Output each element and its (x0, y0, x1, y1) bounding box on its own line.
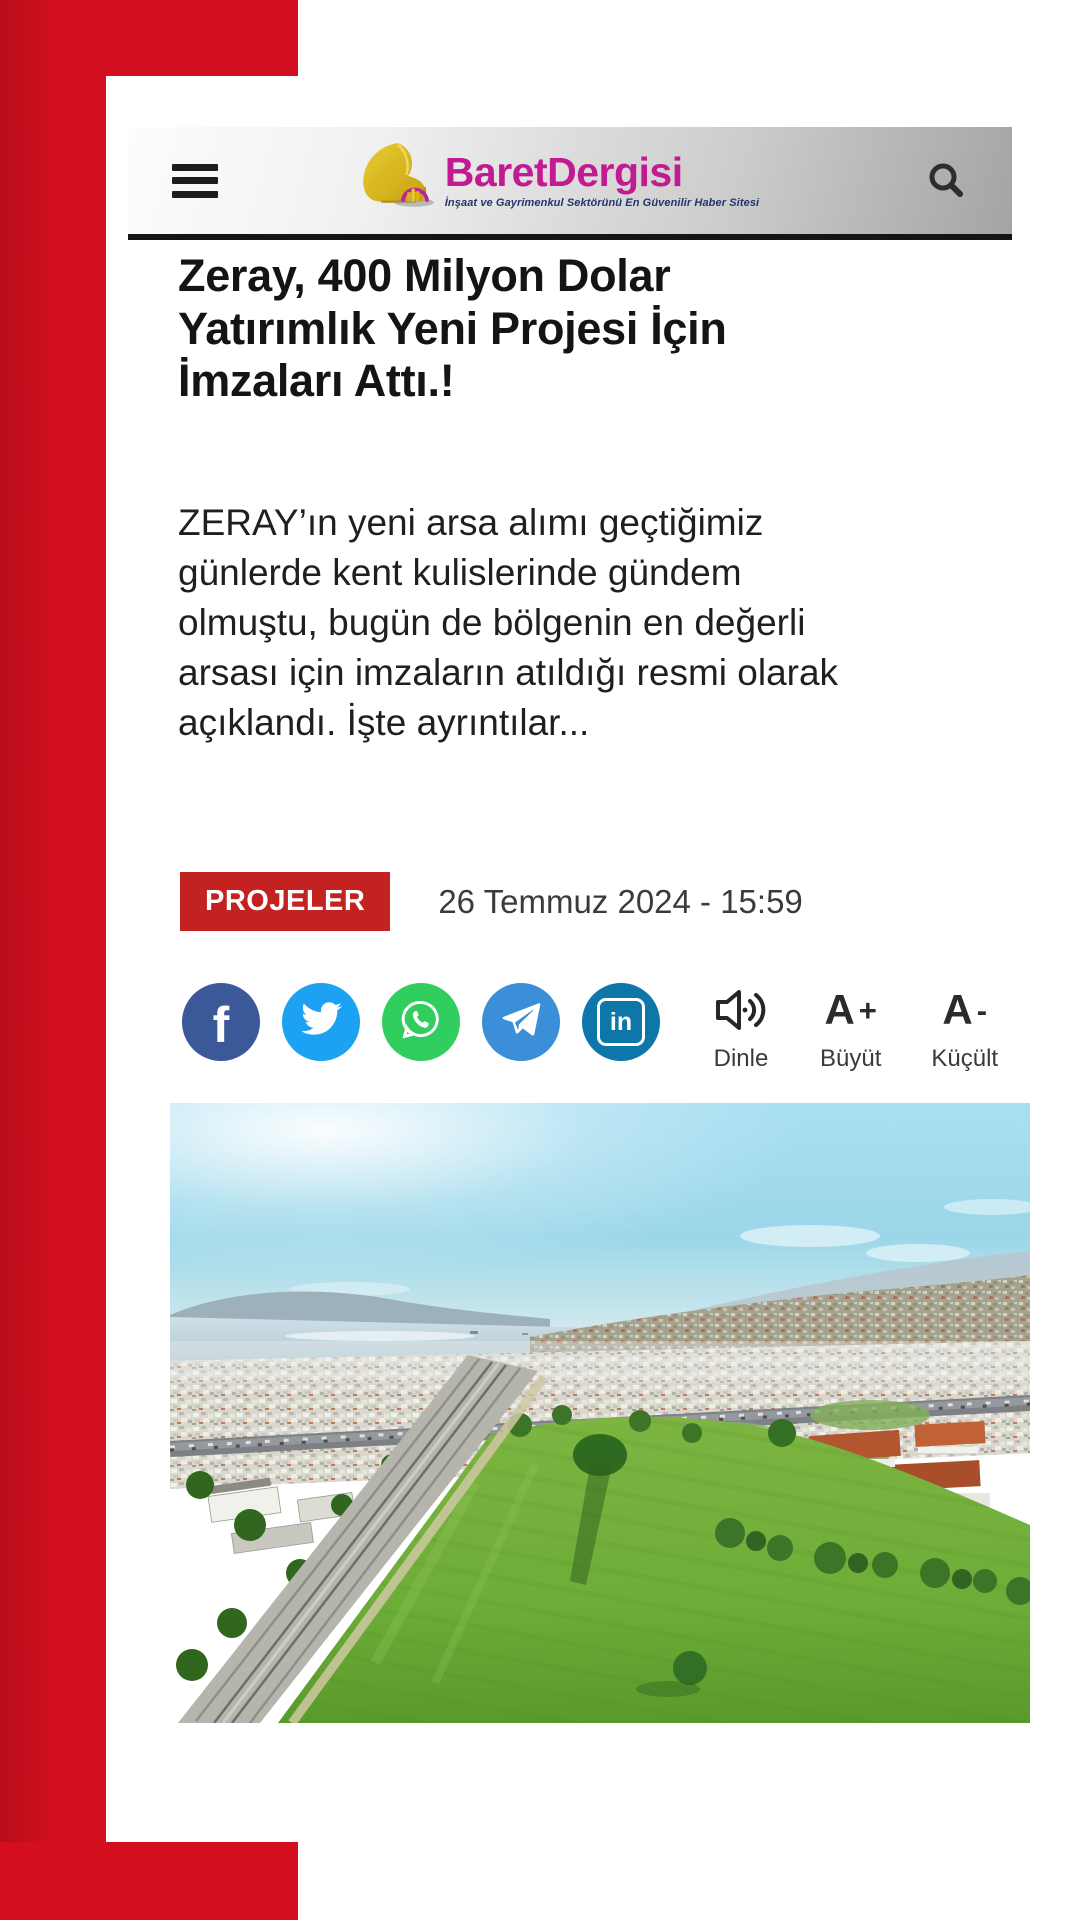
linkedin-icon: in (597, 998, 645, 1046)
hamburger-menu-icon[interactable] (172, 164, 218, 198)
telegram-icon (500, 1001, 542, 1044)
listen-label: Dinle (713, 1045, 769, 1072)
logo-text (444, 149, 760, 209)
twitter-share-button[interactable] (282, 983, 360, 1061)
listen-button[interactable] (712, 983, 770, 1073)
font-decrease-button[interactable] (931, 983, 998, 1073)
article-title: Zeray, 400 Milyon Dolar Yatırımlık Yeni Projesi İçin İmzaları Attı.! (178, 250, 727, 407)
red-frame-bottom (0, 1842, 298, 1920)
brand-tagline: İnşaat ve Gayrimenkul Sektörünü En Güvenilir Haber Sitesi (444, 197, 760, 209)
site-logo[interactable] (353, 137, 759, 224)
social-share-buttons (182, 983, 660, 1061)
article-meta (180, 872, 803, 931)
facebook-share-button[interactable] (182, 983, 260, 1061)
twitter-icon (299, 1001, 343, 1044)
linkedin-share-button[interactable] (582, 983, 660, 1061)
font-increase-button[interactable] (820, 983, 881, 1073)
font-decrease-label: Küçült (931, 1045, 999, 1072)
article-summary: ZERAY’ın yeni arsa alımı geçtiğimiz günlerde kent kulislerinde gündem olmuştu, bugün de bölgenin en değerli arsası için imzaların atıldığı resmi olarak açıklandı. İşte ayrıntılar... (178, 502, 839, 743)
search-icon[interactable] (924, 159, 968, 203)
share-toolbar (182, 983, 998, 1073)
speaker-icon (712, 983, 770, 1037)
text-tools (712, 983, 998, 1073)
red-frame-left (0, 0, 106, 1920)
whatsapp-share-button[interactable] (382, 983, 460, 1061)
font-decrease-icon: A - (942, 986, 988, 1033)
category-badge[interactable]: PROJELER (180, 872, 390, 931)
site-header (128, 127, 1012, 240)
brand-name: BaretDergisi (444, 149, 683, 195)
hard-hat-icon (353, 137, 439, 224)
font-increase-icon: A + (824, 986, 877, 1033)
facebook-icon: f (212, 997, 230, 1053)
publish-date: 26 Temmuz 2024 - 15:59 (438, 882, 803, 920)
whatsapp-icon (399, 998, 443, 1047)
article-hero-image (170, 1103, 1030, 1723)
font-increase-label: Büyüt (820, 1045, 882, 1072)
telegram-share-button[interactable] (482, 983, 560, 1061)
